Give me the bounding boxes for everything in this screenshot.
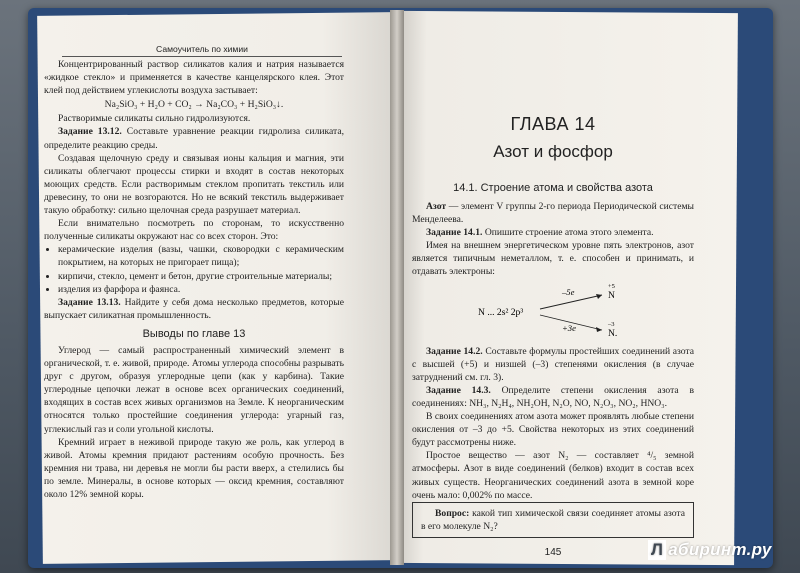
intro-paragraph [412,200,694,226]
paragraph: Создавая щелочную среду и связывая ионы кальция и магния, эти силикаты облегчают процессы стирки и входят в состав некоторых моющих средств. Если растворимым стеклом пропитать текстиль или древесину, то они не возгораются. Но не всякий текстиль выдерживает такую обработку: сильно щелочная среда разрушает материал. [44,152,344,217]
task-13-12 [44,125,344,151]
page-number: 145 [544,547,562,558]
paragraph: Растворимые силикаты сильно гидролизуются. [58,113,251,125]
conclusions-heading: Выводы по главе 13 [142,327,246,340]
task-label: Задание 14.3. [426,384,491,396]
task-text: Составьте формулы простейших соединений азота с высшей (+5) и низшей (–3) степенями окисления (в случае затруднений см. гл. 3). [412,345,694,383]
paragraph: Если внимательно посмотреть по сторонам, то искусственно полученные силикаты окружают нас со всех сторон. Это: [44,218,344,243]
chapter-number: ГЛАВА 14 [510,114,596,134]
list-item: • кирпичи, стекло, цемент и бетон, другие строительные материалы; [58,270,344,283]
paragraph: Кремний играет в неживой природе такую же роль, как углерод в живой. Атомы кремния придают растениям особую прочность. Без кремния ни трава, ни деревья не могли бы расти вверх, а стелились бы по земле. Минералы, в основе которых — оксид кремния, составляют около 12% земной коры. [44,436,344,500]
paragraph: Имея на внешнем энергетическом уровне пять электронов, азот является типичным неметаллом, т. е. способен и принимать, и отдавать электроны: [412,240,694,278]
question-text: какой тип химической связи соединяет атомы азота в его молекуле N₂? [421,507,685,532]
book-spine [390,10,404,565]
silicate-list [44,243,344,295]
task-label: Задание 13.13. [58,296,121,308]
upper-charge: +5 [608,282,615,290]
lower-charge: –3 [608,320,615,328]
formula: Na₂SiO₃ + H₂O + CO₂ → Na₂CO₃ + H₂SiO₃↓. [104,99,284,111]
task-13-13 [44,296,344,322]
paragraph: В своих соединениях атом азота может проявлять любые степени окисления от –3 до +5. Свойства некоторых из этих соединений будут рассмотрены ниже. [412,411,694,449]
watermark-badge: Л [648,540,666,560]
question-label: Вопрос: [435,507,470,519]
task-text: Определите степени окисления азота в соединениях: NH₃, N₂H₄, NH₂OH, N₂O, NO, N₂O₃, NO₂, HNO₃. [412,384,694,409]
task-text: Найдите у себя дома несколько предметов, которые выпускает силикатная промышленность. [44,296,344,321]
watermark-text: абиринт.ру [668,540,772,559]
intro-text: — элемент V группы 2-го периода Периодической системы Менделеева. [412,201,694,226]
task-label: Задание 14.1. [426,227,483,239]
chapter-title: Азот и фосфор [493,142,613,161]
lower-product: N. [608,327,618,339]
lower-arrow-label: +3e [562,322,576,333]
paragraph: Концентрированный раствор силикатов калия и натрия называется «жидкое стекло» и применяется в качестве канцелярского клея. Этот клей под действием углекислоты воздуха застывает: [44,59,344,97]
question-box [412,502,694,538]
task-label: Задание 13.12. [58,126,122,138]
task-14-2 [412,345,694,384]
task-14-1 [412,226,694,239]
list-item: • изделия из фарфора и фаянса. [58,283,344,296]
left-page-text [44,58,344,501]
task-text: Опишите строение атома этого элемента. [484,227,654,239]
task-14-3 [412,384,694,410]
upper-product: N [608,289,615,301]
right-body [412,200,694,538]
labirint-watermark [648,540,772,560]
task-text: Составьте уравнение реакции гидролиза силиката, определите реакцию среды. [44,126,344,151]
list-item: • керамические изделия (вазы, чашки, сковородки с керамическим покрытием, на которых не пригорает пища); [58,243,344,269]
atom-config: N ... 2s² 2p³ [478,306,524,318]
upper-arrow-label: –5e [562,286,575,297]
upper-arrow-line [540,295,602,309]
paragraph: Углерод — самый распространенный химический элемент в органической, т. е. живой, природе. Атомы углерода способны разрывать друг с другом, образуя углеродные цепи (как у карбина). Такие углеродные цепочки лежат в основе всех органических соединений, входящих в состав всех живых организмов на Земле. К неорганическим относятся только простейшие соединения углерода: угарный газ, углекислый газ и соли угольной кислоты. [44,344,344,435]
electron-diagram [412,281,694,341]
section-title: 14.1. Строение атома и свойства азота [453,182,653,194]
paragraph: Простое вещество — азот N₂ — составляет ⁴/₅ земной атмосферы. Азот в виде соединений (белков) входит в состав всех живых существ. Неорганических соединений азота в земной коре очень мало: 0,002% по массе. [412,450,694,501]
intro-term: Азот [426,201,447,212]
task-label: Задание 14.2. [426,345,483,357]
electron-diagram-svg [412,281,694,341]
running-head: Самоучитель по химии [62,44,342,57]
